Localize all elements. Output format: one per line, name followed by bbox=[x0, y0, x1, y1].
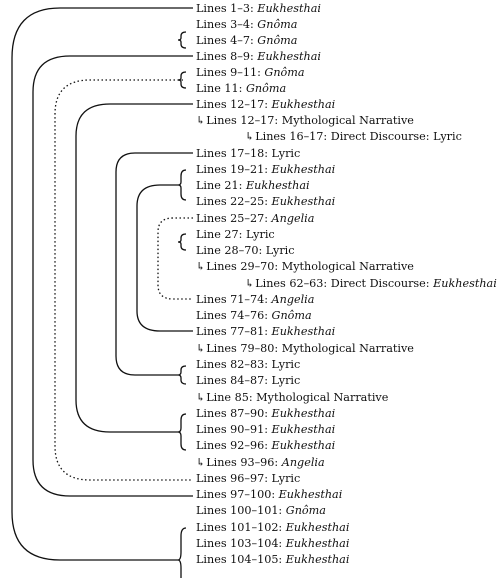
genre-label: Eukhesthai bbox=[257, 2, 321, 15]
row-r4 bbox=[196, 65, 305, 81]
row-r18 bbox=[196, 292, 314, 308]
genre-label: Eukhesthai bbox=[245, 179, 310, 192]
row-r34 bbox=[196, 552, 349, 568]
line-range-label: Lines 74–76: bbox=[196, 309, 272, 322]
genre-label: Lyric bbox=[271, 374, 301, 387]
row-r32 bbox=[196, 520, 349, 536]
genre-label: Eukhesthai bbox=[271, 195, 336, 208]
genre-label: Lyric bbox=[271, 472, 301, 485]
genre-label: Gnôma bbox=[257, 18, 298, 31]
row-r1 bbox=[196, 17, 297, 33]
genre-label: Direct Discourse: bbox=[330, 277, 430, 290]
row-r9 bbox=[196, 146, 300, 162]
line-range-label: Lines 103–104: bbox=[196, 537, 286, 550]
line-range-label: Lines 92–96: bbox=[196, 439, 272, 452]
row-r2 bbox=[196, 33, 297, 49]
genre-label: Gnôma bbox=[257, 34, 298, 47]
row-r15 bbox=[196, 243, 295, 259]
sub-arrow-icon: ↳ bbox=[196, 260, 206, 273]
genre-label: Angelia bbox=[271, 293, 315, 306]
line-range-label: Lines 62–63: bbox=[255, 277, 331, 290]
row-r21 bbox=[196, 341, 414, 357]
genre-label: Mythological Narrative bbox=[281, 114, 414, 127]
row-r31 bbox=[196, 503, 326, 519]
genre-label: Angelia bbox=[281, 456, 325, 469]
genre-label: Eukhesthai bbox=[271, 439, 336, 452]
genre-label: Eukhesthai bbox=[285, 553, 350, 566]
row-r26 bbox=[196, 422, 335, 438]
sub-arrow-icon: ↳ bbox=[245, 277, 255, 290]
line-range-label: Lines 25–27: bbox=[196, 212, 272, 225]
row-r20 bbox=[196, 324, 335, 340]
genre-label: Mythological Narrative bbox=[281, 260, 414, 273]
row-r0 bbox=[196, 1, 321, 17]
row-r7 bbox=[196, 113, 414, 129]
line-range-label: Lines 12–17: bbox=[196, 98, 272, 111]
line-range-label: Lines 84–87: bbox=[196, 374, 272, 387]
sub-arrow-icon: ↳ bbox=[245, 130, 255, 143]
line-range-label: Lines 19–21: bbox=[196, 163, 272, 176]
row-r17 bbox=[245, 276, 497, 292]
row-r16 bbox=[196, 259, 414, 275]
line-range-label: Lines 29–70: bbox=[206, 260, 282, 273]
row-r13 bbox=[196, 211, 314, 227]
genre-label: Direct Discourse: Lyric bbox=[330, 130, 462, 143]
row-r28 bbox=[196, 455, 325, 471]
genre-label: Angelia bbox=[271, 212, 315, 225]
row-r30 bbox=[196, 487, 342, 503]
sub-arrow-icon: ↳ bbox=[196, 342, 206, 355]
genre-label: Eukhesthai bbox=[278, 488, 343, 501]
genre-label: Eukhesthai bbox=[271, 407, 336, 420]
line-range-label: Line 85: bbox=[206, 391, 257, 404]
line-range-label: Lines 77–81: bbox=[196, 325, 272, 338]
genre-label: Mythological Narrative bbox=[281, 342, 414, 355]
row-r5 bbox=[196, 81, 286, 97]
line-range-label: Lines 1–3: bbox=[196, 2, 258, 15]
line-range-label: Lines 12–17: bbox=[206, 114, 282, 127]
genre-label: Gnôma bbox=[271, 309, 312, 322]
line-range-label: Lines 79–80: bbox=[206, 342, 282, 355]
row-r10 bbox=[196, 162, 335, 178]
row-r19 bbox=[196, 308, 312, 324]
genre-label: Gnôma bbox=[264, 66, 305, 79]
line-range-label: Lines 100–101: bbox=[196, 504, 286, 517]
genre-label: Mythological Narrative bbox=[256, 391, 389, 404]
line-range-label: Lines 97–100: bbox=[196, 488, 279, 501]
line-range-label: Lines 101–102: bbox=[196, 521, 286, 534]
row-r11 bbox=[196, 178, 310, 194]
row-r25 bbox=[196, 406, 335, 422]
row-r27 bbox=[196, 438, 335, 454]
genre-label: Eukhesthai bbox=[271, 98, 336, 111]
genre-label: Eukhesthai bbox=[271, 423, 336, 436]
line-range-label: Line 28–70: bbox=[196, 244, 266, 257]
line-range-label: Line 27: bbox=[196, 228, 246, 241]
row-r6 bbox=[196, 97, 335, 113]
genre-label: Gnôma bbox=[245, 82, 287, 95]
genre-label: Lyric bbox=[265, 244, 295, 257]
line-range-label: Lines 3–4: bbox=[196, 18, 258, 31]
row-r12 bbox=[196, 194, 335, 210]
line-range-label: Lines 96–97: bbox=[196, 472, 272, 485]
row-r33 bbox=[196, 536, 349, 552]
row-r29 bbox=[196, 471, 300, 487]
row-r8 bbox=[245, 129, 462, 145]
line-range-label: Lines 90–91: bbox=[196, 423, 272, 436]
line-range-label: Line 11: bbox=[196, 82, 246, 95]
line-range-label: Lines 17–18: bbox=[196, 147, 272, 160]
line-range-label: Lines 16–17: bbox=[255, 130, 331, 143]
row-r24 bbox=[196, 390, 388, 406]
genre-label: Eukhesthai bbox=[271, 325, 336, 338]
genre-label: Lyric bbox=[271, 358, 301, 371]
genre-label: Lyric bbox=[245, 228, 275, 241]
genre-label-secondary: Eukhesthai bbox=[433, 277, 497, 290]
line-range-label: Lines 4–7: bbox=[196, 34, 258, 47]
line-range-label: Lines 82–83: bbox=[196, 358, 272, 371]
sub-arrow-icon: ↳ bbox=[196, 456, 206, 469]
row-r14 bbox=[196, 227, 275, 243]
line-range-label: Lines 93–96: bbox=[206, 456, 282, 469]
genre-label: Eukhesthai bbox=[285, 537, 350, 550]
line-range-label: Lines 9–11: bbox=[196, 66, 265, 79]
row-r23 bbox=[196, 373, 300, 389]
genre-label: Eukhesthai bbox=[271, 163, 336, 176]
line-range-label: Lines 87–90: bbox=[196, 407, 272, 420]
sub-arrow-icon: ↳ bbox=[196, 114, 206, 127]
row-r3 bbox=[196, 49, 321, 65]
genre-label: Gnôma bbox=[285, 504, 326, 517]
genre-label: Eukhesthai bbox=[285, 521, 350, 534]
genre-label: Lyric bbox=[271, 147, 301, 160]
genre-label: Eukhesthai bbox=[257, 50, 321, 63]
line-range-label: Lines 104–105: bbox=[196, 553, 286, 566]
row-r22 bbox=[196, 357, 300, 373]
sub-arrow-icon: ↳ bbox=[196, 391, 206, 404]
line-range-label: Lines 22–25: bbox=[196, 195, 272, 208]
line-range-label: Line 21: bbox=[196, 179, 246, 192]
line-range-label: Lines 8–9: bbox=[196, 50, 258, 63]
line-range-label: Lines 71–74: bbox=[196, 293, 272, 306]
